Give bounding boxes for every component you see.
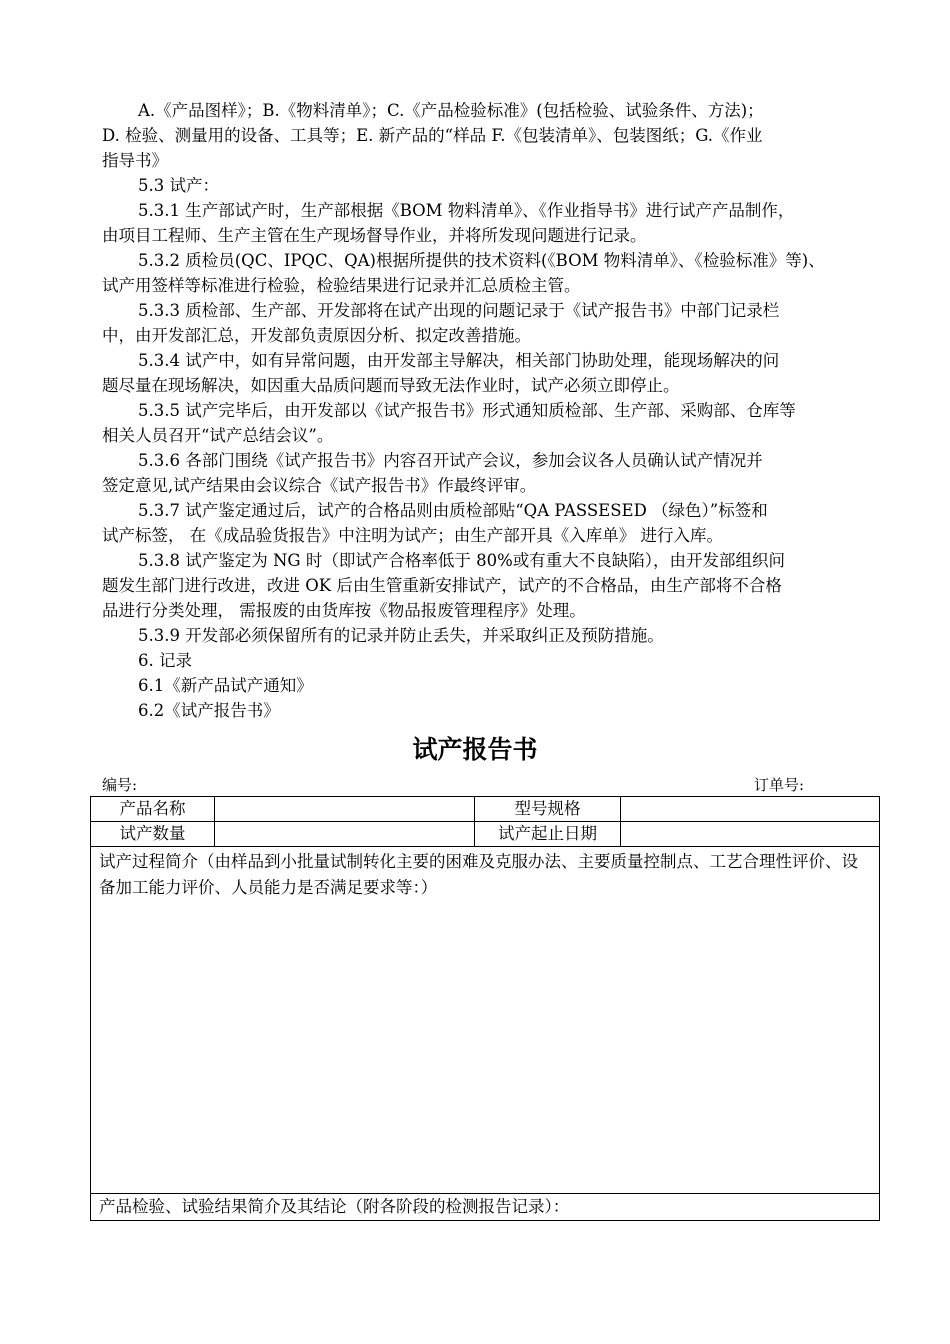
number-label: 编号: xyxy=(102,776,138,794)
body-line-8: 试产用签样等标准进行检验，检验结果进行记录并汇总质检主管。 xyxy=(102,276,581,295)
body-line-15: 5.3.6 各部门围绕《试产报告书》内容召开试产会议，参加会议各人员确认试产情况并 xyxy=(138,451,763,470)
form-row-product xyxy=(91,797,880,822)
body-line-14: 相关人员召开“试产总结会议”。 xyxy=(102,426,334,445)
section-6-heading: 6. 记录 xyxy=(138,651,192,670)
body-line-13: 5.3.5 试产完毕后，由开发部以《试产报告书》形式通知质检部、生产部、采购部、仓库等 xyxy=(138,401,796,420)
result-summary-cell[interactable]: 产品检验、试验结果简介及其结论（附各阶段的检测报告记录）： xyxy=(91,1194,880,1221)
record-6-2: 6.2《试产报告书》 xyxy=(138,701,280,720)
model-spec-label: 型号规格 xyxy=(475,797,621,822)
form-row-quantity xyxy=(91,822,880,847)
trial-quantity-label: 试产数量 xyxy=(91,822,215,847)
body-line-21: 品进行分类处理， 需报废的由货库按《物品报废管理程序》处理。 xyxy=(102,601,586,620)
body-line-20: 题发生部门进行改进，改进 OK 后由生管重新安排试产，试产的不合格品，由生产部将不合格 xyxy=(102,576,782,595)
product-name-label: 产品名称 xyxy=(91,797,215,822)
body-line-1: A.《产品图样》；B.《物料清单》；C.《产品检验标准》(包括检验、试验条件、方法)； xyxy=(138,101,764,120)
body-line-18: 试产标签， 在《成品验货报告》中注明为试产；由生产部开具《入库单》 进行入库。 xyxy=(102,526,723,545)
body-line-9: 5.3.3 质检部、生产部、开发部将在试产出现的问题记录于《试产报告书》中部门记录栏 xyxy=(138,301,780,320)
body-line-11: 5.3.4 试产中，如有异常问题，由开发部主导解决，相关部门协助处理，能现场解决的问 xyxy=(138,351,780,370)
body-line-3: 指导书》 xyxy=(102,151,168,170)
body-line-10: 中，由开发部汇总，开发部负责原因分析、拟定改善措施。 xyxy=(102,326,531,345)
process-summary-cell[interactable]: 试产过程简介（由样品到小批量试制转化主要的困难及克服办法、主要质量控制点、工艺合理性评价、设备加工能力评价、人员能力是否满足要求等：） xyxy=(91,847,880,1194)
product-name-field[interactable] xyxy=(215,797,475,822)
body-line-22: 5.3.9 开发部必须保留所有的记录并防止丢失，并采取纠正及预防措施。 xyxy=(138,626,664,645)
form-row-result xyxy=(91,1194,880,1221)
body-line-19: 5.3.8 试产鉴定为 NG 时（即试产合格率低于 80%或有重大不良缺陷），由开发部组织问 xyxy=(138,551,786,570)
body-line-16: 签定意见,试产结果由会议综合《试产报告书》作最终评审。 xyxy=(102,476,537,495)
form-row-process xyxy=(91,847,880,1194)
body-line-7: 5.3.2 质检员(QC、IPQC、QA)根据所提供的技术资料(《BOM 物料清单》、《检验标准》等)、 xyxy=(138,251,825,270)
report-title: 试产报告书 xyxy=(412,735,538,764)
body-line-2: D. 检验、测量用的设备、工具等；E. 新产品的“样品 F.《包装清单》、包装图纸；G.《作业 xyxy=(102,126,763,145)
section-5-3-heading: 5.3 试产： xyxy=(138,176,219,195)
trial-date-range-field[interactable] xyxy=(621,822,880,847)
body-line-5: 5.3.1 生产部试产时，生产部根据《BOM 物料清单》、《作业指导书》进行试产产品制作， xyxy=(138,201,795,220)
body-line-17: 5.3.7 试产鉴定通过后，试产的合格品则由质检部贴“QA PASSESED （绿色）”标签和 xyxy=(138,501,768,520)
order-number-label: 订单号: xyxy=(754,776,805,794)
trial-quantity-field[interactable] xyxy=(215,822,475,847)
trial-report-form xyxy=(90,796,880,1221)
model-spec-field[interactable] xyxy=(621,797,880,822)
record-6-1: 6.1《新产品试产通知》 xyxy=(138,676,313,695)
trial-date-range-label: 试产起止日期 xyxy=(475,822,621,847)
body-line-12: 题尽量在现场解决，如因重大品质问题而导致无法作业时，试产必须立即停止。 xyxy=(102,376,680,395)
body-line-6: 由项目工程师、生产主管在生产现场督导作业，并将所发现问题进行记录。 xyxy=(102,226,647,245)
